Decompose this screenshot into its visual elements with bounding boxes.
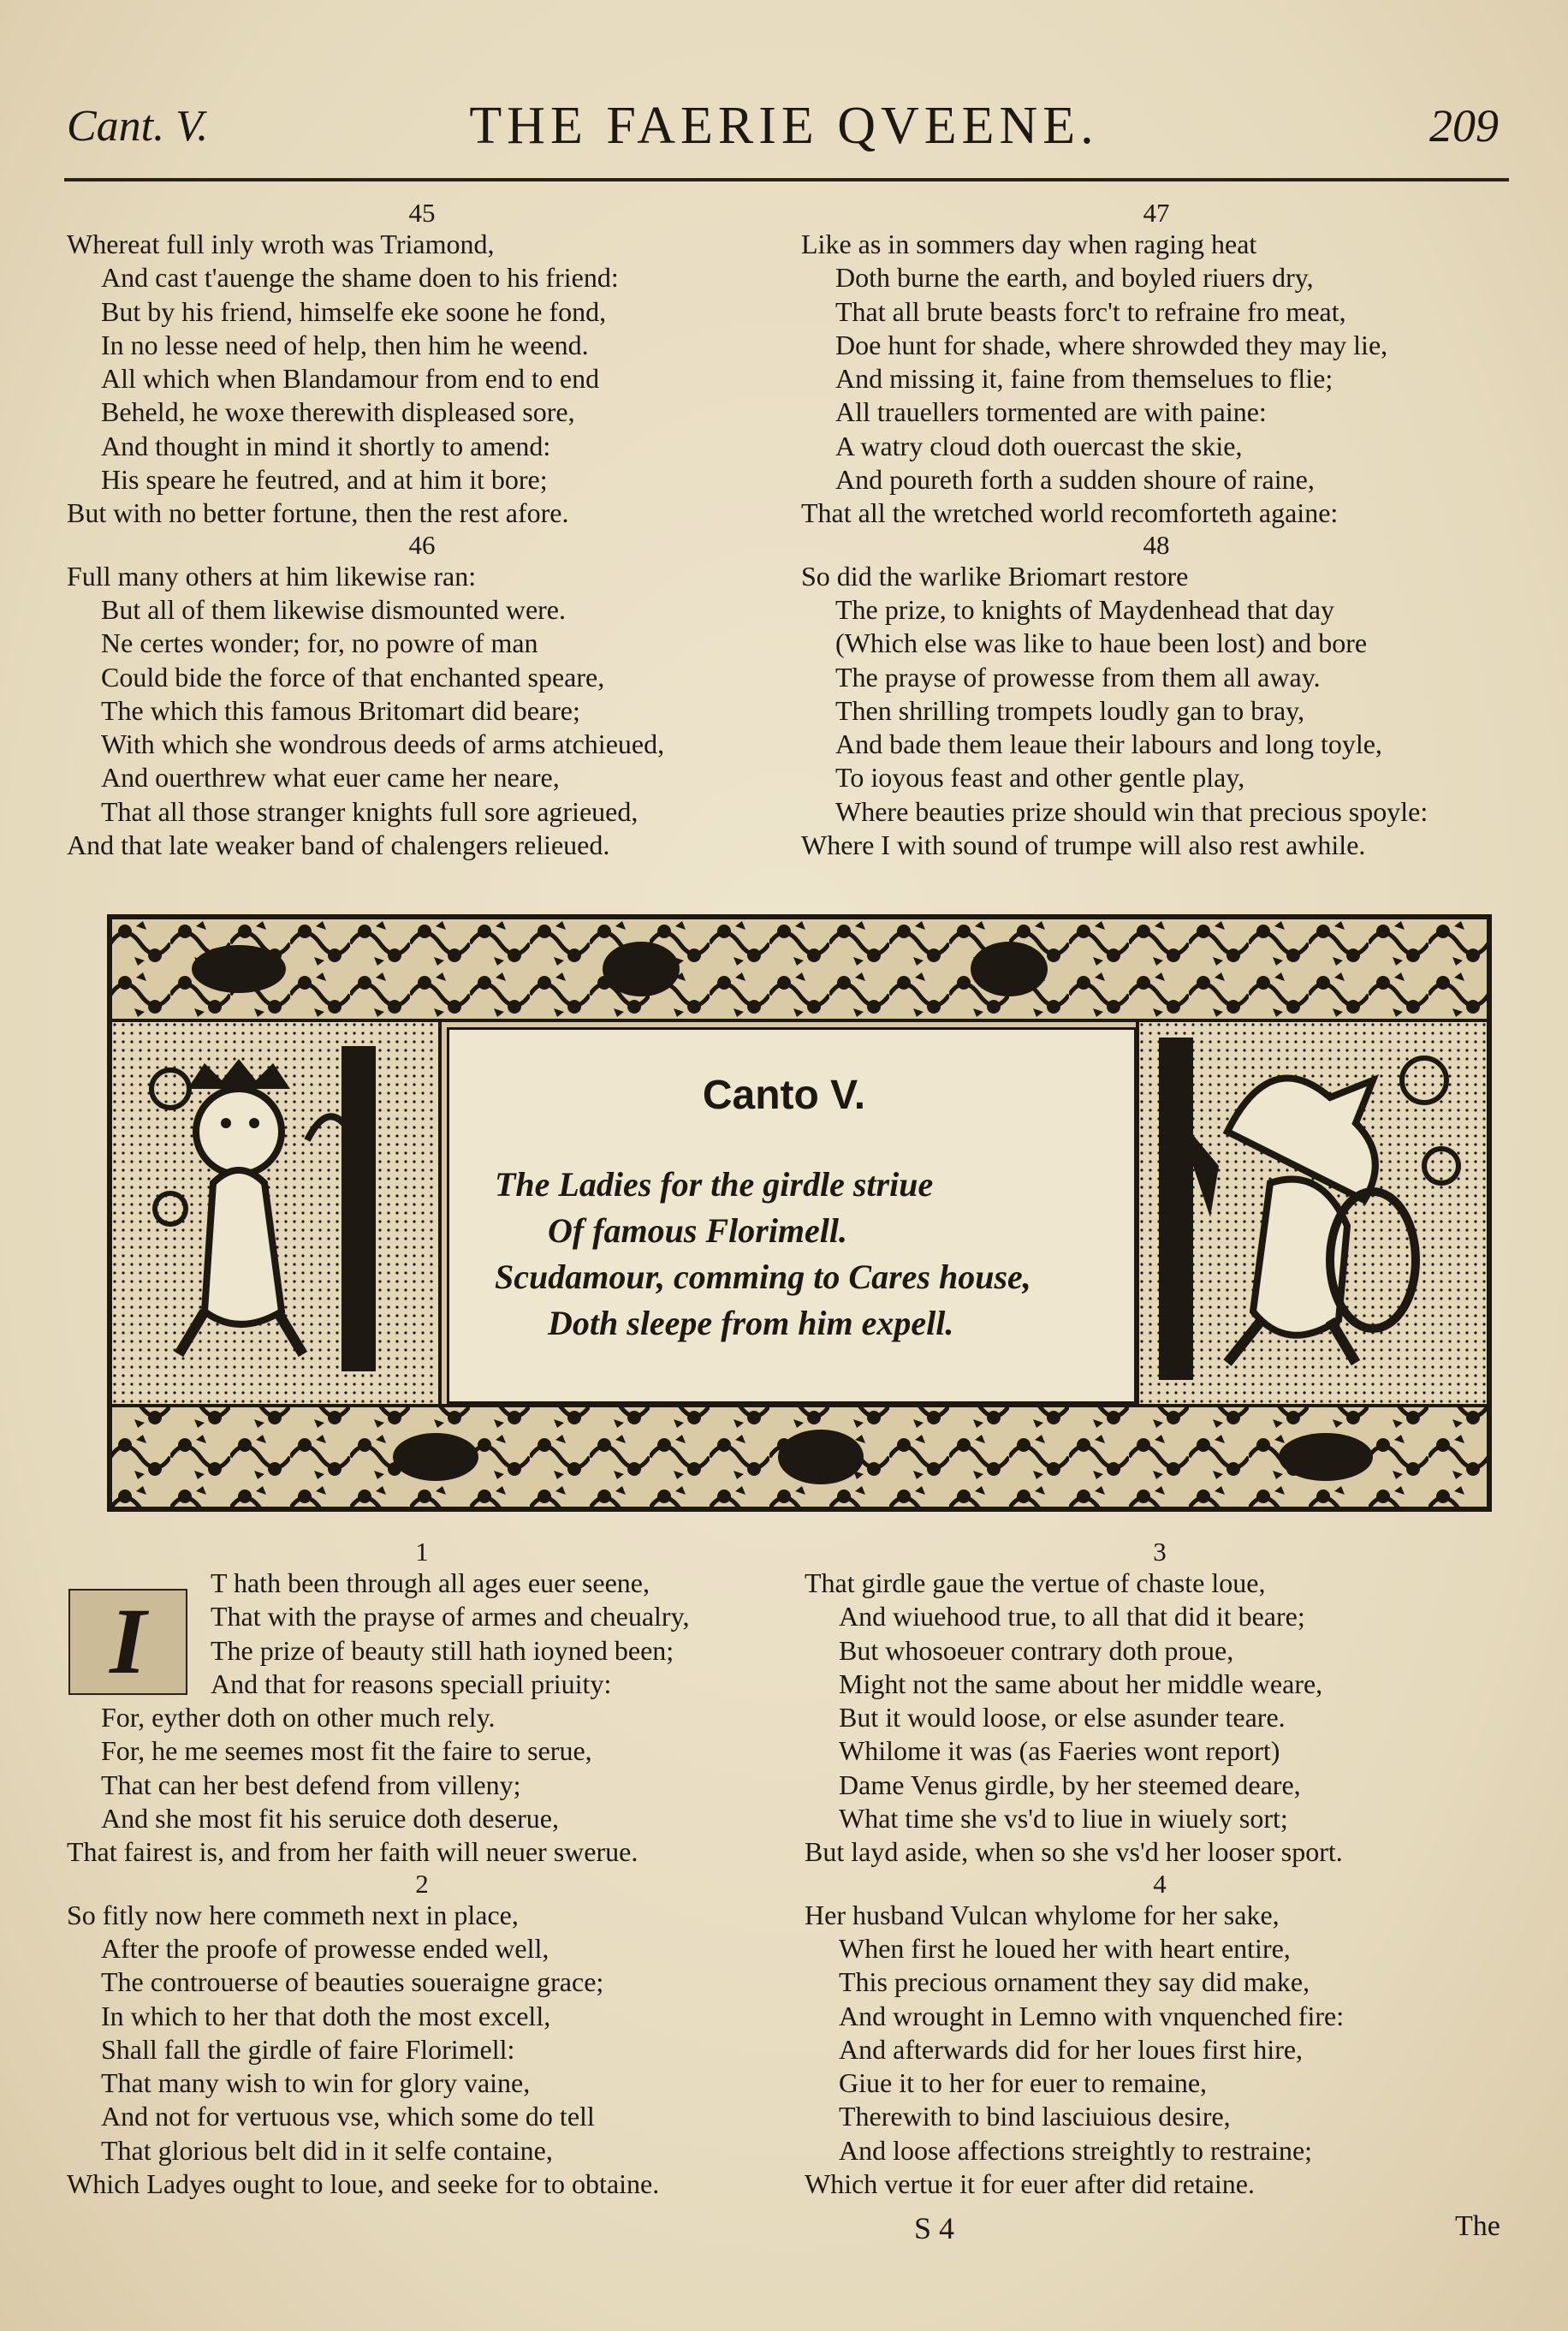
running-title: THE FAERIE QVEENE. <box>469 97 1099 155</box>
stanza-number: 48 <box>1143 529 1170 560</box>
bottom-right-column <box>805 1537 1515 2201</box>
verse-line: For, eyther doth on other much rely. <box>101 1702 496 1733</box>
bottom-left-column <box>67 1537 777 2201</box>
verse-line: To ioyous feast and other gentle play, <box>835 762 1245 794</box>
canto-argument-line: The Ladies for the girdle striue <box>495 1165 934 1204</box>
verse-line: That glorious belt did in it selfe containe, <box>101 2134 553 2166</box>
verse-line: And ouerthrew what euer came her neare, <box>101 762 560 794</box>
stanza-number: 3 <box>1153 1537 1167 1567</box>
verse-line: For, he me seemes most fit the faire to serue, <box>101 1735 592 1767</box>
canto-argument-line: Scudamour, comming to Cares house, <box>495 1258 1031 1296</box>
verse-line: In no lesse need of help, then him he weend. <box>101 329 589 360</box>
verse-line: T hath been through all ages euer seene, <box>211 1567 650 1598</box>
verse-line: But it would loose, or else asunder teare. <box>839 1702 1286 1733</box>
canto-argument-line: Of famous Florimell. <box>548 1211 848 1250</box>
verse-line: Shall fall the girdle of faire Florimell: <box>101 2033 515 2065</box>
verse-line: Doth burne the earth, and boyled riuers dry, <box>835 262 1314 294</box>
verse-line: And loose affections streightly to restraine; <box>839 2134 1313 2166</box>
verse-line: All which when Blandamour from end to end <box>101 363 600 395</box>
verse-line: Might not the same about her middle weare, <box>839 1668 1323 1699</box>
verse-line: That girdle gaue the vertue of chaste loue, <box>805 1567 1266 1598</box>
verse-line: In which to her that doth the most excell, <box>101 2000 551 2031</box>
verse-line: And that for reasons speciall priuity: <box>211 1668 612 1699</box>
verse-line: So did the warlike Briomart restore <box>801 560 1189 592</box>
verse-line: That all brute beasts forc't to refraine fro meat, <box>835 295 1346 327</box>
verse-line: That many wish to win for glory vaine, <box>101 2067 531 2099</box>
verse-line: When first he loued her with heart entire, <box>839 1932 1291 1964</box>
verse-line: Where beauties prize should win that precious spoyle: <box>835 795 1428 827</box>
verse-line: Could bide the force of that enchanted speare, <box>101 661 605 693</box>
verse-line: (Which else was like to haue been lost) and bore <box>835 627 1368 659</box>
canto-argument-line: Doth sleepe from him expell. <box>548 1304 954 1342</box>
verse-line: That with the prayse of armes and cheualry, <box>211 1601 690 1632</box>
verse-line: All trauellers tormented are with paine: <box>835 396 1267 428</box>
verse-line: And thought in mind it shortly to amend: <box>101 430 551 461</box>
verse-line: Which Ladyes ought to loue, and seeke for to obtaine. <box>67 2168 660 2200</box>
verse-line: And she most fit his seruice doth deserue, <box>101 1803 559 1834</box>
verse-line: And that late weaker band of chalengers relieued. <box>67 830 610 861</box>
verse-line: And afterwards did for her loues first hire, <box>839 2033 1304 2065</box>
verse-line: What time she vs'd to liue in wiuely sort; <box>839 1803 1288 1834</box>
verse-line: And bade them leaue their labours and long toyle, <box>835 728 1382 760</box>
page-number: 209 <box>1429 100 1499 152</box>
verse-line: That can her best defend from villeny; <box>101 1769 521 1800</box>
running-head-left: Cant. V. <box>67 102 209 151</box>
verse-line: The prize, to knights of Maydenhead that day <box>835 593 1334 625</box>
verse-line: But all of them likewise dismounted were. <box>101 593 566 625</box>
verse-line: Whilome it was (as Faeries wont report) <box>839 1735 1280 1767</box>
stanza-number: 46 <box>408 529 436 560</box>
stanza-number: 4 <box>1153 1868 1167 1899</box>
verse-line: And cast t'auenge the shame doen to his friend: <box>101 262 619 294</box>
canto-title: Canto V. <box>702 1073 866 1118</box>
top-right-column <box>801 199 1512 862</box>
verse-line: Dame Venus girdle, by her steemed deare, <box>839 1769 1301 1800</box>
top-left-column <box>67 199 777 862</box>
verse-line: The controuerse of beauties soueraigne grace; <box>101 1966 604 1998</box>
verse-line: Doe hunt for shade, where shrowded they may lie, <box>835 329 1388 360</box>
verse-line: Giue it to her for euer to remaine, <box>839 2067 1208 2099</box>
verse-line: So fitly now here commeth next in place, <box>67 1899 519 1930</box>
verse-line: This precious ornament they say did make, <box>839 1966 1310 1998</box>
verse-line: Therewith to bind lasciuious desire, <box>839 2101 1231 2132</box>
verse-line: The which this famous Britomart did beare; <box>101 694 580 726</box>
verse-line: The prayse of prowesse from them all away. <box>835 661 1321 693</box>
verse-line: Her husband Vulcan whylome for her sake, <box>805 1899 1280 1930</box>
verse-line: But whosoeuer contrary doth proue, <box>839 1634 1234 1666</box>
verse-line: Where I with sound of trumpe will also rest awhile. <box>801 830 1366 861</box>
verse-line: Then shrilling trompets loudly gan to bray, <box>835 694 1305 726</box>
verse-line: And wiuehood true, to all that did it beare; <box>839 1601 1305 1632</box>
verse-line: Which vertue it for euer after did retaine. <box>805 2168 1255 2200</box>
verse-line: And not for vertuous vse, which some do tell <box>101 2101 595 2132</box>
signature-mark: S 4 <box>914 2211 955 2245</box>
verse-line: That all those stranger knights full sore agrieued, <box>101 795 638 827</box>
verse-line: His speare he feutred, and at him it bore; <box>101 464 548 496</box>
verse-line: The prize of beauty still hath ioyned been; <box>211 1634 674 1666</box>
verse-line: That all the wretched world recomforteth againe: <box>801 497 1339 529</box>
stanza-number: 45 <box>408 198 436 228</box>
verse-line: With which she wondrous deeds of arms atchieued, <box>101 728 665 760</box>
initial-letter: I <box>110 1589 146 1693</box>
stanza-number: 47 <box>1143 198 1170 228</box>
verse-line: After the proofe of prowesse ended well, <box>101 1932 549 1964</box>
verse-line: Full many others at him likewise ran: <box>67 560 477 592</box>
header-rule <box>64 178 1509 181</box>
verse-line: But with no better fortune, then the rest afore. <box>67 497 569 529</box>
stanza-number: 2 <box>415 1868 429 1899</box>
verse-line: Like as in sommers day when raging heat <box>801 229 1257 259</box>
verse-line: Whereat full inly wroth was Triamond, <box>67 229 495 259</box>
verse-line: Ne certes wonder; for, no powre of man <box>101 627 538 659</box>
verse-line: Beheld, he woxe therewith displeased sore, <box>101 396 575 428</box>
verse-line: And wrought in Lemno with vnquenched fire: <box>839 2000 1345 2031</box>
verse-line: That fairest is, and from her faith will neuer swerue. <box>67 1836 638 1868</box>
catchword: The <box>1455 2210 1500 2242</box>
stanza-number: 1 <box>415 1537 429 1567</box>
verse-line: But by his friend, himselfe eke soone he fond, <box>101 295 607 327</box>
verse-line: And poureth forth a sudden shoure of raine, <box>835 464 1315 496</box>
verse-line: A watry cloud doth ouercast the skie, <box>835 430 1243 461</box>
verse-line: But layd aside, when so she vs'd her looser sport. <box>805 1836 1343 1868</box>
verse-line: And missing it, faine from themselues to flie; <box>835 363 1333 395</box>
